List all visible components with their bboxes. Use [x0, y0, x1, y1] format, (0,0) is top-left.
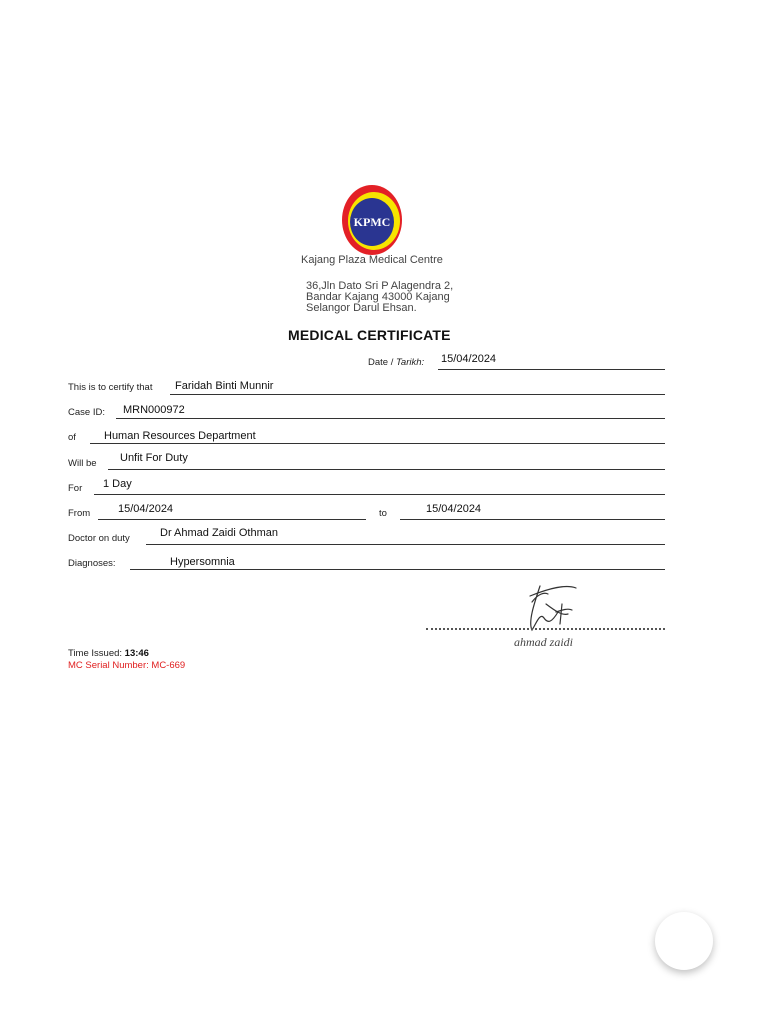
case-id-underline [116, 418, 665, 419]
from-date: 15/04/2024 [118, 503, 174, 515]
signature-name: ahmad zaidi [514, 635, 574, 649]
serial-number: MC Serial Number: MC-669 [68, 660, 186, 671]
status-value: Unfit For Duty [120, 452, 188, 464]
department-underline [90, 443, 665, 444]
case-id-value: MRN000972 [123, 404, 185, 416]
duration-value: 1 Day [103, 478, 132, 490]
doctor-underline [146, 544, 665, 545]
certificate-title: MEDICAL CERTIFICATE [288, 327, 451, 343]
clinic-address-line-2: Bandar Kajang 43000 Kajang [306, 291, 450, 303]
clinic-address-line-1: 36,Jln Dato Sri P Alagendra 2, [306, 280, 454, 292]
case-id-label: Case ID: [68, 407, 105, 418]
date-label: Date / Tarikh: [368, 357, 425, 368]
diagnoses-label: Diagnoses: [68, 558, 116, 569]
patient-underline [170, 394, 665, 395]
will-be-label: Will be [68, 458, 97, 469]
kpmc-logo [340, 184, 404, 256]
to-label: to [379, 508, 387, 519]
to-underline [400, 519, 665, 520]
doctor-value: Dr Ahmad Zaidi Othman [160, 527, 278, 539]
clinic-address-line-3: Selangor Darul Ehsan. [306, 302, 417, 314]
department-value: Human Resources Department [104, 430, 256, 442]
doctor-label: Doctor on duty [68, 533, 130, 544]
date-value: 15/04/2024 [441, 353, 497, 365]
floating-action-button[interactable] [655, 912, 713, 970]
from-underline [98, 519, 366, 520]
patient-name: Faridah Binti Munnir [175, 380, 274, 392]
diagnoses-underline [130, 569, 665, 570]
certify-label: This is to certify that [68, 382, 153, 393]
doctor-signature [510, 582, 610, 656]
time-issued: Time Issued: 13:46 [68, 648, 149, 659]
signature-line [426, 628, 665, 630]
logo-text: KPMC [353, 215, 391, 229]
for-label: For [68, 483, 83, 494]
to-date: 15/04/2024 [426, 503, 482, 515]
diagnoses-value: Hypersomnia [170, 556, 235, 568]
from-label: From [68, 508, 91, 519]
date-underline [438, 369, 665, 370]
status-underline [108, 469, 665, 470]
of-label: of [68, 432, 76, 443]
duration-underline [94, 494, 665, 495]
clinic-name: Kajang Plaza Medical Centre [301, 254, 443, 266]
